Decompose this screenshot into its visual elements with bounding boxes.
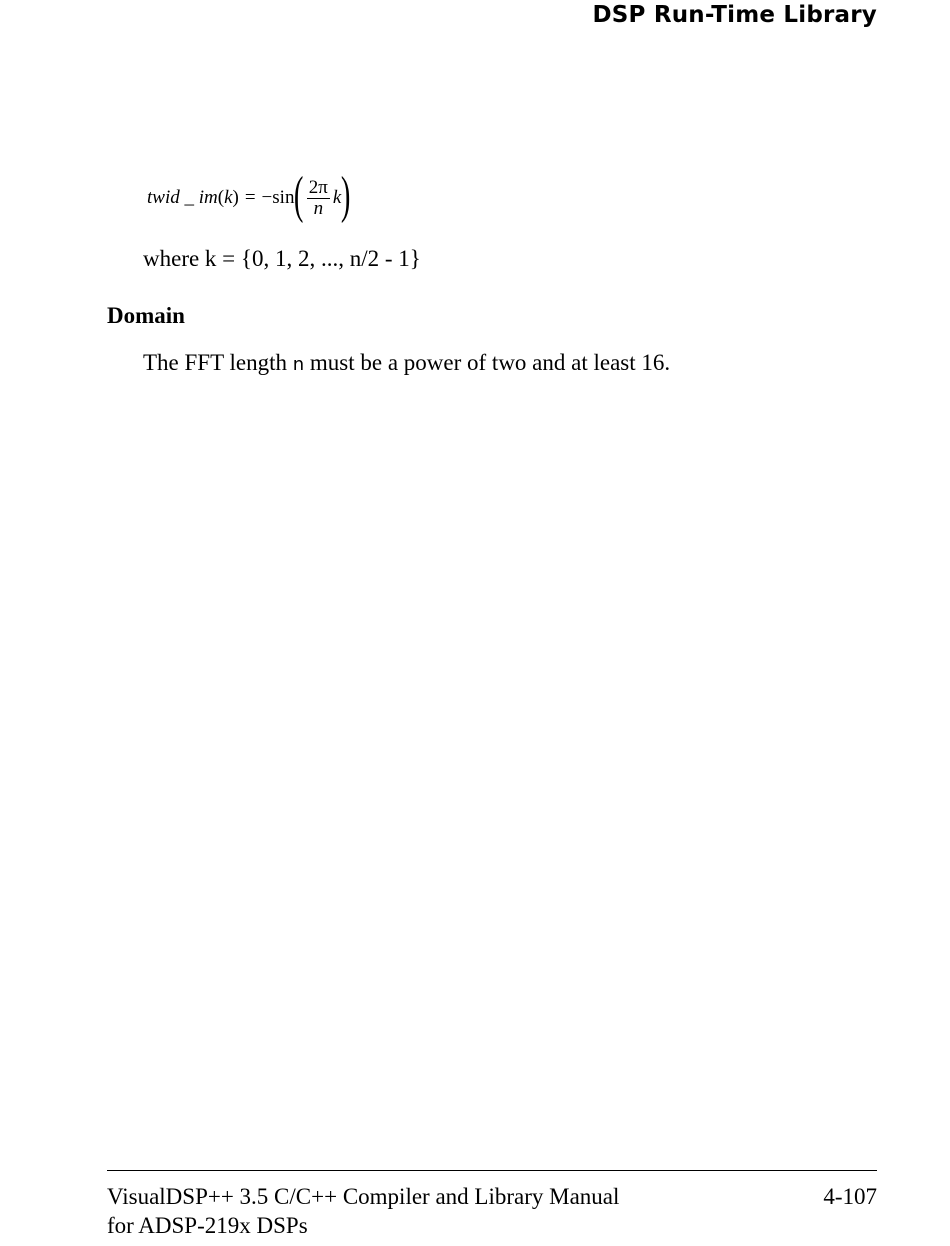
formula-equals: = [244, 187, 256, 208]
domain-description [143, 350, 670, 376]
formula-multiplier: k [332, 187, 342, 208]
formula-lhs-open: ( [217, 187, 225, 208]
formula-sin: sin [272, 187, 295, 208]
where-clause: where k = {0, 1, 2, ..., n/2 - 1} [143, 246, 421, 271]
domain-text-after: must be a power of two and at least 16. [304, 350, 671, 375]
page-number: 4-107 [823, 1184, 877, 1209]
formula-denominator: n [313, 197, 324, 219]
formula-fraction [307, 178, 330, 219]
formula-minus: − [261, 187, 273, 208]
formula-lhs-name: twid _ im [147, 187, 218, 208]
formula-lhs-arg: k [224, 187, 233, 208]
footer-manual-line1: VisualDSP++ 3.5 C/C++ Compiler and Library Manual [107, 1184, 620, 1209]
domain-text-before: The FFT length [143, 350, 293, 375]
formula-open-paren: ( [294, 167, 304, 224]
footer-rule [107, 1170, 877, 1171]
running-header: DSP Run-Time Library [592, 2, 877, 28]
footer-manual-title [107, 1182, 619, 1240]
formula-numerator: 2π [308, 176, 328, 198]
domain-code-n: n [292, 354, 305, 375]
formula-lhs-close: ) [232, 187, 239, 208]
domain-heading: Domain [107, 303, 185, 328]
footer-manual-line2: for ADSP-219x DSPs [107, 1213, 308, 1238]
twiddle-imag-formula [147, 167, 351, 226]
formula-close-paren: ) [341, 167, 351, 224]
